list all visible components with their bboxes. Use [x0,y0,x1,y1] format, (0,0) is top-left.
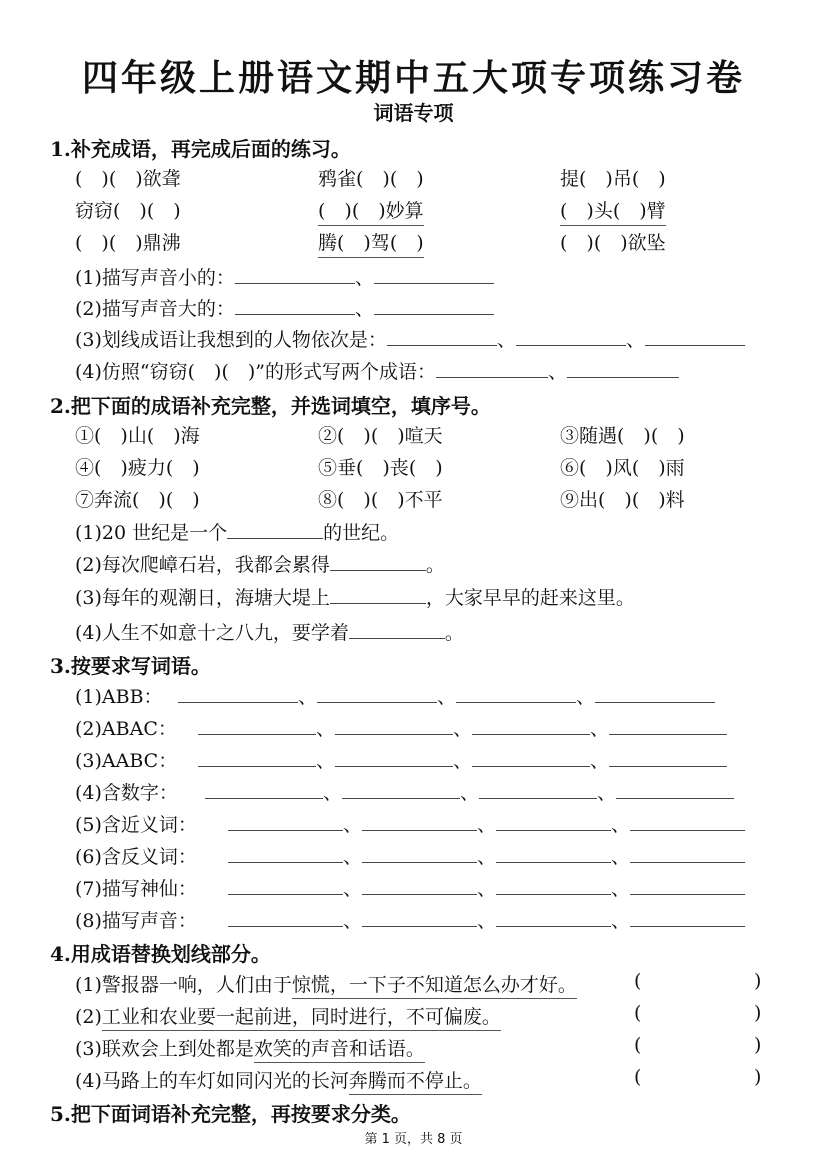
underlined-phrase: 奔腾而不停止。 [349,1070,482,1095]
idiom-cell: ⑥( )风( )雨 [560,457,685,479]
answer-blank[interactable] [317,686,437,703]
answer-blank[interactable] [330,554,426,571]
answer-blank[interactable] [227,522,323,539]
answer-blank[interactable] [496,814,611,831]
q1-sub-1: (1)描写声音小的： 、 [75,263,494,290]
question-2-heading: 2.把下面的成语补充完整，并选词填空，填序号。 [50,394,491,418]
answer-blank[interactable] [205,782,323,799]
answer-blank[interactable] [609,718,727,735]
question-5-heading: 5.把下面词语补充完整，再按要求分类。 [50,1102,411,1126]
answer-blank[interactable] [630,846,745,863]
q3-answers-3: 、 、 、 [198,746,727,773]
answer-blank[interactable] [335,750,453,767]
answer-blank[interactable] [178,686,298,703]
q3-item-1: (1)ABB： [75,686,163,708]
q3-item-2: (2)ABAC： [75,718,177,740]
q3-item-6: (6)含反义词： [75,846,197,868]
q3-item-5: (5)含近义词： [75,814,197,836]
answer-blank[interactable] [349,622,445,639]
answer-blank[interactable] [362,878,477,895]
q1-sub-2: (2)描写声音大的： 、 [75,294,494,321]
underlined-phrase: 惊慌，一下子不知道怎么办才好。 [292,974,577,999]
q3-answers-6: 、 、 、 [228,842,745,869]
answer-blank[interactable] [235,298,355,315]
answer-blank[interactable] [362,910,477,927]
page-footer: 第 1 页，共 8 页 [364,1132,463,1147]
answer-blank[interactable] [387,329,497,346]
answer-blank[interactable] [595,686,715,703]
answer-blank[interactable] [496,846,611,863]
answer-blank[interactable] [472,750,590,767]
answer-blank[interactable] [330,587,426,604]
answer-blank[interactable] [228,814,343,831]
answer-blank[interactable] [374,267,494,284]
answer-blank[interactable] [567,361,679,378]
answer-blank[interactable] [456,686,576,703]
answer-blank[interactable] [362,846,477,863]
underlined-idiom-cell: ( )( )妙算 [318,196,424,226]
answer-open-paren: ( [634,1066,642,1088]
answer-blank[interactable] [198,718,316,735]
idiom-cell: 鸦雀( )( ) [318,168,424,190]
answer-blank[interactable] [436,361,548,378]
answer-blank[interactable] [228,878,343,895]
q4-item-4: (4)马路上的车灯如同闪光的长河奔腾而不停止。 [75,1066,482,1093]
idiom-cell: ⑧( )( )不平 [318,489,443,511]
answer-blank[interactable] [479,782,597,799]
page-title: 四年级上册语文期中五大项专项练习卷 [81,57,745,99]
idiom-cell: ⑦奔流( )( ) [75,489,200,511]
q1-sub-3: (3)划线成语让我想到的人物依次是： 、 、 [75,325,745,352]
answer-blank[interactable] [335,718,453,735]
q3-item-3: (3)AABC： [75,750,178,772]
answer-blank[interactable] [630,878,745,895]
q2-sentence-4: (4)人生不如意十之八九，要学着 。 [75,622,464,644]
answer-blank[interactable] [472,718,590,735]
idiom-cell: ③随遇( )( ) [560,425,685,447]
idiom-cell: ①( )山( )海 [75,425,200,447]
q2-sentence-3: (3)每年的观潮日，海塘大堤上 ，大家早早的赶来这里。 [75,587,635,609]
q2-sentence-1: (1)20 世纪是一个 的世纪。 [75,522,400,544]
answer-blank[interactable] [374,298,494,315]
answer-open-paren: ( [634,1002,642,1024]
q3-answers-4: 、 、 、 [205,778,734,805]
answer-blank[interactable] [630,910,745,927]
page-subtitle: 词语专项 [373,101,454,125]
idiom-cell: ( )( )鼎沸 [75,232,181,254]
underlined-idiom-cell: 腾( )驾( ) [318,228,424,258]
answer-blank[interactable] [228,846,343,863]
answer-open-paren: ( [634,970,642,992]
underlined-phrase: 工业和农业要一起前进，同时进行，不可偏废。 [102,1006,501,1031]
idiom-cell: ⑤垂( )丧( ) [318,457,443,479]
idiom-cell: ④( )疲力( ) [75,457,200,479]
underlined-idiom-cell: ( )头( )臂 [560,196,666,226]
answer-blank[interactable] [609,750,727,767]
question-3-heading: 3.按要求写词语。 [50,654,211,678]
answer-blank[interactable] [235,267,355,284]
answer-blank[interactable] [616,782,734,799]
q3-answers-7: 、 、 、 [228,874,745,901]
q3-item-4: (4)含数字： [75,782,178,804]
answer-blank[interactable] [198,750,316,767]
answer-blank[interactable] [516,329,626,346]
idiom-cell: 提( )吊( ) [560,168,666,190]
q2-sentence-2: (2)每次爬嶂石岩，我都会累得 。 [75,554,445,576]
idiom-cell: ⑨出( )( )料 [560,489,685,511]
idiom-cell: 窃窃( )( ) [75,200,181,222]
q3-answers-5: 、 、 、 [228,810,745,837]
answer-blank[interactable] [496,878,611,895]
q3-answers-2: 、 、 、 [198,714,727,741]
q4-item-1: (1)警报器一响，人们由于惊慌，一下子不知道怎么办才好。 [75,970,577,997]
answer-blank[interactable] [362,814,477,831]
answer-blank[interactable] [228,910,343,927]
question-4-heading: 4.用成语替换划线部分。 [50,942,271,966]
answer-close-paren: ) [754,970,762,992]
q3-answers-8: 、 、 、 [228,906,745,933]
q3-item-8: (8)描写声音： [75,910,197,932]
answer-blank[interactable] [342,782,460,799]
answer-blank[interactable] [496,910,611,927]
underlined-phrase: 欢笑的声音和话语。 [254,1038,425,1063]
q1-sub-4: (4)仿照“窃窃( )( )”的形式写两个成语： 、 [75,357,679,384]
idiom-cell: ( )( )欲聋 [75,168,181,190]
q3-item-7: (7)描写神仙： [75,878,197,900]
idiom-cell: ②( )( )喧天 [318,425,443,447]
idiom-cell: ( )( )欲坠 [560,232,666,254]
answer-close-paren: ) [754,1034,762,1056]
answer-close-paren: ) [754,1002,762,1024]
answer-blank[interactable] [630,814,745,831]
q4-item-2: (2)工业和农业要一起前进，同时进行，不可偏废。 [75,1002,501,1029]
q3-answers-1: 、 、 、 [178,682,715,709]
answer-open-paren: ( [634,1034,642,1056]
answer-blank[interactable] [645,329,745,346]
answer-close-paren: ) [754,1066,762,1088]
question-1-heading: 1.补充成语，再完成后面的练习。 [50,137,351,161]
q4-item-3: (3)联欢会上到处都是欢笑的声音和话语。 [75,1034,425,1061]
